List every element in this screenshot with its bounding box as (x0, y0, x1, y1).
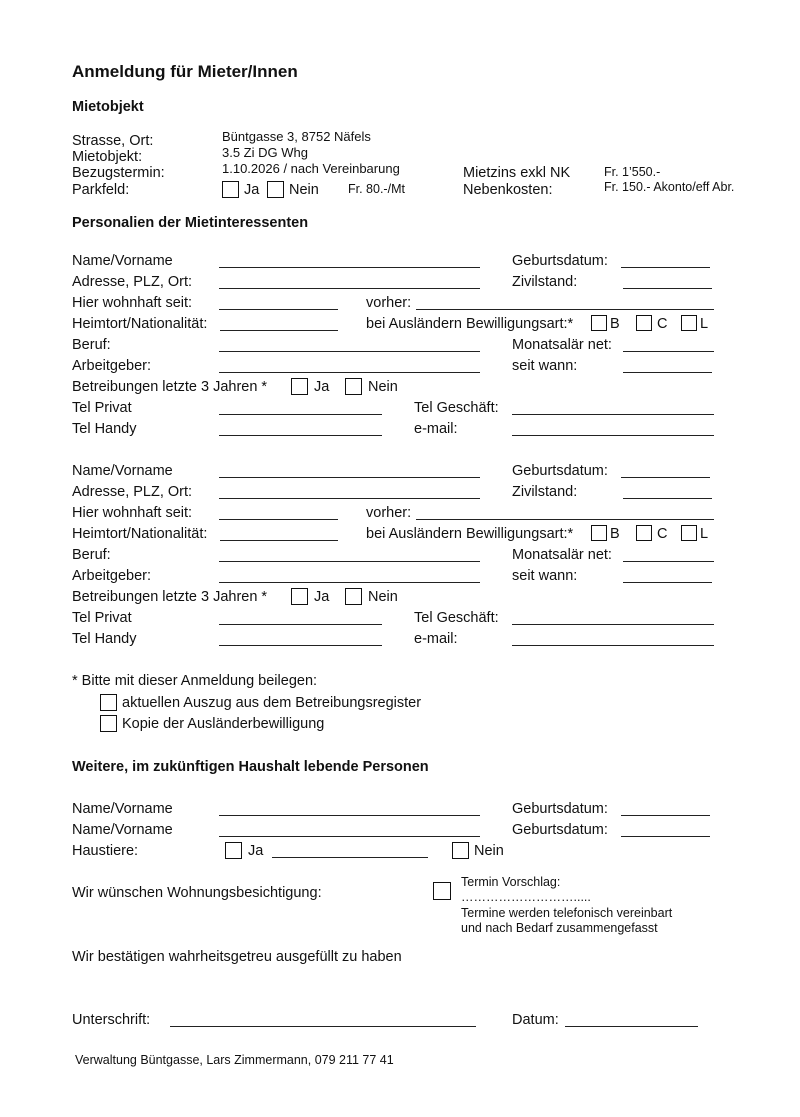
page-title: Anmeldung für Mieter/Innen (72, 62, 298, 81)
arbeitgeber-field[interactable] (219, 372, 480, 373)
bewilligung-l-checkbox[interactable] (681, 315, 697, 331)
wohnhaft-field[interactable] (219, 519, 338, 520)
heimatort-field[interactable] (220, 330, 338, 331)
haustiere-nein-label: Nein (474, 843, 504, 859)
seit-wann-label: seit wann: (512, 568, 578, 584)
name-label: Name/Vorname (72, 463, 173, 479)
wohnhaft-label: Hier wohnhaft seit: (72, 295, 193, 311)
termin-hinweis-1: Termine werden telefonisch vereinbart (461, 906, 673, 920)
bestaetigung-text: Wir bestätigen wahrheitsgetreu ausgefüllt zu haben (72, 949, 402, 965)
monatssalaer-label: Monatsalär net: (512, 547, 612, 563)
arbeitgeber-label: Arbeitgeber: (72, 358, 151, 374)
weitere-name-2-field[interactable] (219, 836, 480, 837)
tel-handy-label: Tel Handy (72, 631, 137, 647)
betreibungen-label: Betreibungen letzte 3 Jahren * (72, 589, 268, 605)
betreibungen-ja-label: Ja (314, 589, 330, 605)
bewilligung-b-label: B (610, 526, 620, 542)
adresse-label: Adresse, PLZ, Ort: (72, 484, 193, 500)
besichtigung-label: Wir wünschen Wohnungsbesichtigung: (72, 885, 322, 901)
haustiere-ja-label: Ja (248, 843, 264, 859)
betreibungen-nein-label: Nein (368, 379, 398, 395)
monatssalaer-field[interactable] (623, 561, 714, 562)
betreibungen-ja-label: Ja (314, 379, 330, 395)
beilagen-intro: * Bitte mit dieser Anmeldung beilegen: (72, 673, 318, 689)
bezugstermin-value: 1.10.2026 / nach Vereinbarung (222, 161, 400, 176)
bewilligung-c-label: C (657, 526, 668, 542)
betreibungen-nein-checkbox[interactable] (345, 588, 362, 605)
vorher-label: vorher: (366, 295, 412, 311)
weitere-name-1-label: Name/Vorname (72, 801, 173, 817)
geburtsdatum-field[interactable] (621, 267, 710, 268)
name-label: Name/Vorname (72, 253, 173, 269)
weitere-geburtsdatum-1-field[interactable] (621, 815, 710, 816)
parkfeld-nein-checkbox[interactable] (267, 181, 284, 198)
bewilligung-c-checkbox[interactable] (636, 315, 652, 331)
beilage-betreibungsregister-label: aktuellen Auszug aus dem Betreibungsregister (122, 695, 422, 711)
parkfeld-ja-label: Ja (244, 182, 260, 198)
vorher-field[interactable] (416, 519, 714, 520)
parkfeld-label: Parkfeld: (72, 182, 130, 198)
adresse-field[interactable] (219, 498, 480, 499)
tel-privat-label: Tel Privat (72, 610, 132, 626)
zivilstand-field[interactable] (623, 288, 712, 289)
beruf-field[interactable] (219, 561, 480, 562)
tel-geschaeft-label: Tel Geschäft: (414, 610, 499, 626)
nebenkosten-label: Nebenkosten: (463, 182, 553, 198)
mietzins-label: Mietzins exkl NK (463, 165, 571, 181)
termin-hinweis-2: und nach Bedarf zusammengefasst (461, 921, 658, 935)
tel-privat-label: Tel Privat (72, 400, 132, 416)
bewilligung-c-label: C (657, 316, 668, 332)
weitere-geburtsdatum-2-label: Geburtsdatum: (512, 822, 608, 838)
tel-geschaeft-field[interactable] (512, 414, 714, 415)
heimatort-label: Heimtort/Nationalität: (72, 526, 208, 542)
unterschrift-field[interactable] (170, 1026, 476, 1027)
email-field[interactable] (512, 435, 714, 436)
haustiere-nein-checkbox[interactable] (452, 842, 469, 859)
wohnhaft-field[interactable] (219, 309, 338, 310)
heimatort-label: Heimtort/Nationalität: (72, 316, 208, 332)
vorher-label: vorher: (366, 505, 412, 521)
footer-contact: Verwaltung Büntgasse, Lars Zimmermann, 079 211 77 41 (75, 1053, 394, 1067)
tel-geschaeft-field[interactable] (512, 624, 714, 625)
seit-wann-field[interactable] (623, 372, 712, 373)
tel-privat-field[interactable] (219, 624, 382, 625)
bezugstermin-label: Bezugstermin: (72, 165, 165, 181)
weitere-name-2-label: Name/Vorname (72, 822, 173, 838)
geburtsdatum-field[interactable] (621, 477, 710, 478)
arbeitgeber-field[interactable] (219, 582, 480, 583)
email-field[interactable] (512, 645, 714, 646)
termin-vorschlag-label: Termin Vorschlag: (461, 875, 561, 889)
geburtsdatum-label: Geburtsdatum: (512, 463, 608, 479)
tel-privat-field[interactable] (219, 414, 382, 415)
beruf-label: Beruf: (72, 337, 111, 353)
mietobjekt-label: Mietobjekt: (72, 149, 143, 165)
haustiere-field[interactable] (272, 857, 428, 858)
monatssalaer-field[interactable] (623, 351, 714, 352)
betreibungen-nein-checkbox[interactable] (345, 378, 362, 395)
mietzins-value: Fr. 1’550.- (604, 165, 661, 179)
parkfeld-ja-checkbox[interactable] (222, 181, 239, 198)
name-field[interactable] (219, 267, 480, 268)
geburtsdatum-label: Geburtsdatum: (512, 253, 608, 269)
arbeitgeber-label: Arbeitgeber: (72, 568, 151, 584)
zivilstand-label: Zivilstand: (512, 484, 578, 500)
tel-handy-field[interactable] (219, 645, 382, 646)
beruf-field[interactable] (219, 351, 480, 352)
bewilligung-l-label: L (700, 316, 709, 332)
adresse-label: Adresse, PLZ, Ort: (72, 274, 193, 290)
unterschrift-label: Unterschrift: (72, 1012, 151, 1028)
beilage-betreibungsregister-checkbox[interactable] (100, 694, 117, 711)
mietobjekt-heading: Mietobjekt (72, 99, 144, 115)
parkfeld-nein-label: Nein (289, 182, 319, 198)
adresse-field[interactable] (219, 288, 480, 289)
beilage-auslaenderbewilligung-checkbox[interactable] (100, 715, 117, 732)
zivilstand-label: Zivilstand: (512, 274, 578, 290)
bewilligung-b-checkbox[interactable] (591, 315, 607, 331)
mietobjekt-value: 3.5 Zi DG Whg (222, 145, 308, 160)
email-label: e-mail: (414, 421, 458, 437)
nebenkosten-value: Fr. 150.- Akonto/eff Abr. (604, 180, 735, 194)
zivilstand-field[interactable] (623, 498, 712, 499)
beruf-label: Beruf: (72, 547, 111, 563)
betreibungen-ja-checkbox[interactable] (291, 588, 308, 605)
beilage-auslaenderbewilligung-label: Kopie der Ausländerbewilligung (122, 716, 325, 732)
wohnhaft-label: Hier wohnhaft seit: (72, 505, 193, 521)
haustiere-ja-checkbox[interactable] (225, 842, 242, 859)
bewilligung-b-label: B (610, 316, 620, 332)
weitere-name-1-field[interactable] (219, 815, 480, 816)
parkfeld-price: Fr. 80.-/Mt (348, 182, 405, 196)
tel-geschaeft-label: Tel Geschäft: (414, 400, 499, 416)
personalien-heading: Personalien der Mietinteressenten (72, 215, 309, 231)
haustiere-label: Haustiere: (72, 843, 139, 859)
seit-wann-label: seit wann: (512, 358, 578, 374)
bewilligung-label: bei Ausländern Bewilligungsart:* (366, 526, 574, 542)
weitere-geburtsdatum-2-field[interactable] (621, 836, 710, 837)
vorher-field[interactable] (416, 309, 714, 310)
monatssalaer-label: Monatsalär net: (512, 337, 612, 353)
tel-handy-field[interactable] (219, 435, 382, 436)
datum-field[interactable] (565, 1026, 698, 1027)
weitere-heading: Weitere, im zukünftigen Haushalt lebende Personen (72, 759, 429, 775)
betreibungen-nein-label: Nein (368, 589, 398, 605)
betreibungen-ja-checkbox[interactable] (291, 378, 308, 395)
datum-label: Datum: (512, 1012, 559, 1028)
strasse-label: Strasse, Ort: (72, 133, 154, 149)
bewilligung-l-checkbox[interactable] (681, 525, 697, 541)
weitere-geburtsdatum-1-label: Geburtsdatum: (512, 801, 608, 817)
heimatort-field[interactable] (220, 540, 338, 541)
besichtigung-checkbox[interactable] (433, 882, 451, 900)
bewilligung-label: bei Ausländern Bewilligungsart:* (366, 316, 574, 332)
email-label: e-mail: (414, 631, 458, 647)
name-field[interactable] (219, 477, 480, 478)
tel-handy-label: Tel Handy (72, 421, 137, 437)
bewilligung-b-checkbox[interactable] (591, 525, 607, 541)
strasse-value: Büntgasse 3, 8752 Näfels (222, 129, 371, 144)
betreibungen-label: Betreibungen letzte 3 Jahren * (72, 379, 268, 395)
bewilligung-c-checkbox[interactable] (636, 525, 652, 541)
seit-wann-field[interactable] (623, 582, 712, 583)
termin-vorschlag-field[interactable]: ………………………..... (461, 890, 591, 904)
bewilligung-l-label: L (700, 526, 709, 542)
